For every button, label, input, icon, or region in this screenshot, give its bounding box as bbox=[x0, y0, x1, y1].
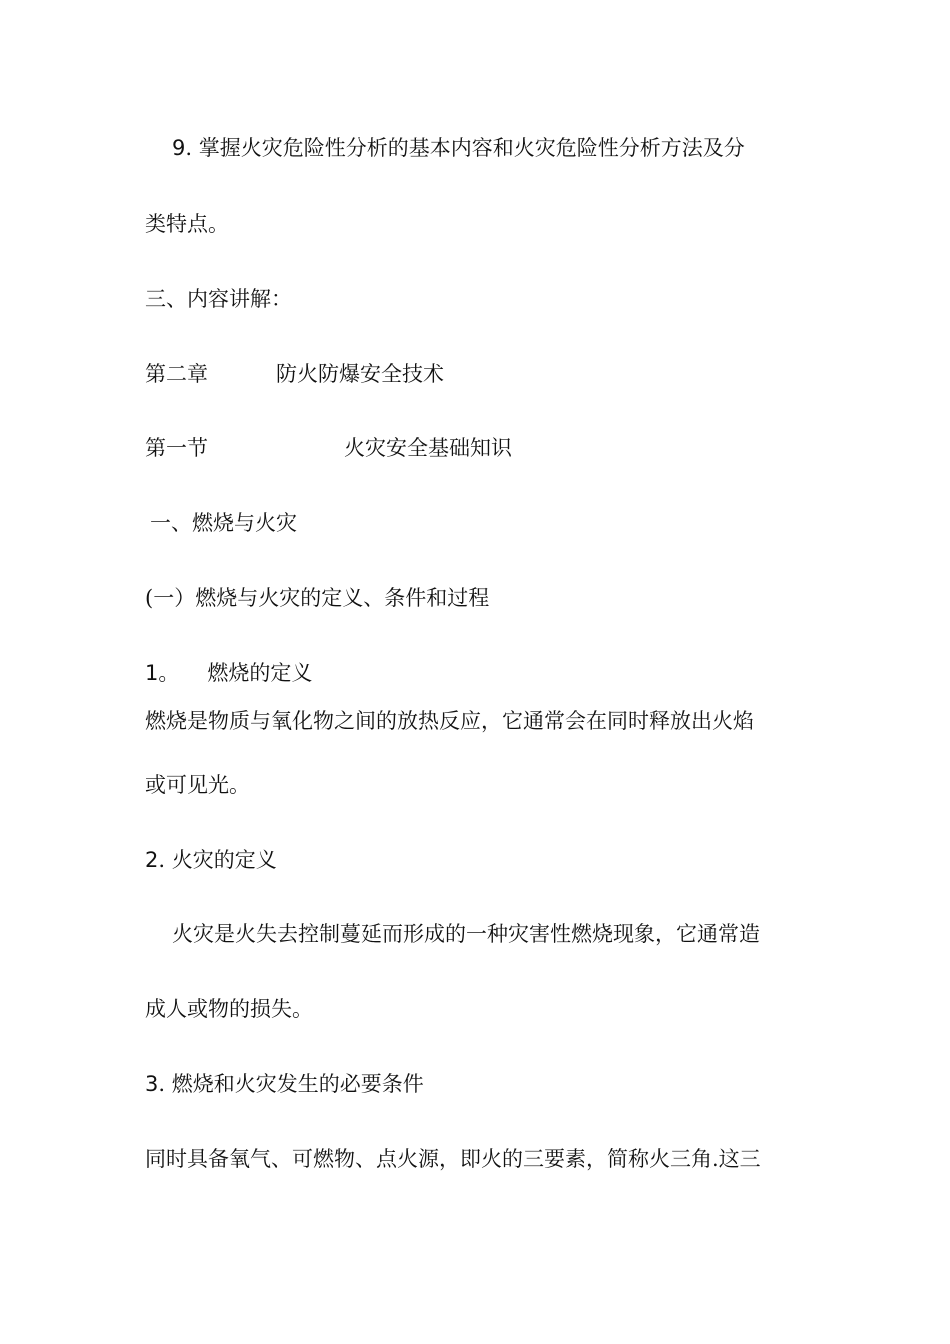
point1-sep: 。 bbox=[158, 661, 180, 685]
subsection-one-heading: 一、燃烧与火灾 bbox=[150, 511, 297, 535]
item9-number: 9 bbox=[172, 136, 186, 160]
point3-number: 3 bbox=[145, 1072, 159, 1096]
point3-title: . 燃烧和火灾发生的必要条件 bbox=[158, 1072, 424, 1096]
point2-number: 2 bbox=[145, 848, 159, 872]
point2-heading bbox=[145, 846, 277, 874]
point2-body-line2: 成人或物的损失。 bbox=[145, 997, 313, 1021]
section-three-heading: 三、内容讲解： bbox=[145, 287, 292, 311]
section-heading bbox=[145, 434, 512, 462]
point1-body-line1: 燃烧是物质与氧化物之间的放热反应，它通常会在同时释放出火焰 bbox=[145, 709, 754, 733]
chapter-label: 第二章 bbox=[145, 362, 208, 386]
point1-title: 燃烧的定义 bbox=[207, 661, 313, 685]
chapter-heading bbox=[145, 360, 444, 388]
section-title: 火灾安全基础知识 bbox=[344, 436, 512, 460]
item9-line2: 类特点。 bbox=[145, 212, 229, 236]
subsubsection-one-heading: (一）燃烧与火灾的定义、条件和过程 bbox=[145, 586, 490, 610]
point2-body-line1: 火灾是火失去控制蔓延而形成的一种灾害性燃烧现象，它通常造 bbox=[172, 922, 760, 946]
point3-heading bbox=[145, 1070, 424, 1098]
chapter-title: 防火防爆安全技术 bbox=[276, 362, 444, 386]
point1-number: 1 bbox=[145, 661, 159, 685]
item9-line1 bbox=[172, 134, 745, 162]
item9-text-line1: . 掌握火灾危险性分析的基本内容和火灾危险性分析方法及分 bbox=[185, 136, 745, 160]
point1-heading bbox=[145, 659, 312, 687]
point1-body-line2: 或可见光。 bbox=[145, 773, 250, 797]
point3-body-line1: 同时具备氧气、可燃物、点火源，即火的三要素，简称火三角.这三 bbox=[145, 1147, 761, 1171]
section-label: 第一节 bbox=[145, 436, 208, 460]
point2-title: . 火灾的定义 bbox=[158, 848, 277, 872]
